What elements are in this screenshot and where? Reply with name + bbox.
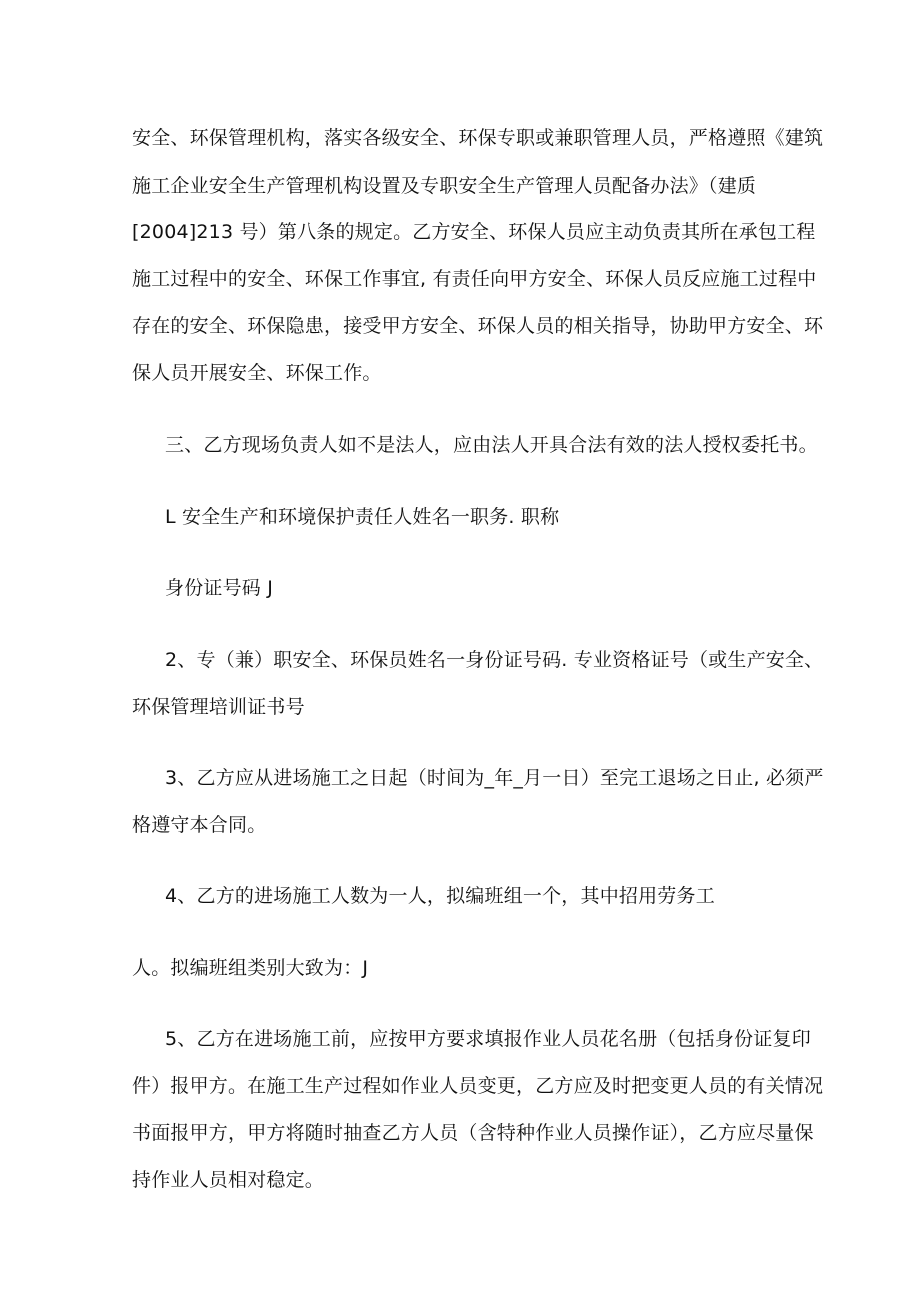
clause-3: 三、乙方现场负责人如不是法人，应由法人开具合法有效的法人授权委托书。 bbox=[165, 434, 818, 456]
paragraph-1-line-5: 存在的安全、环保隐患，接受甲方安全、环保人员的相关指导，协助甲方安全、环 bbox=[132, 315, 824, 337]
item-5-line-3: 书面报甲方，甲方将随时抽查乙方人员（含特种作业人员操作证），乙方应尽量保 bbox=[132, 1122, 814, 1144]
item-1: L 安全生产和环境保护责任人姓名一职务. 职称 bbox=[165, 506, 560, 528]
item-5-line-1: 5、乙方在进场施工前，应按甲方要求填报作业人员花名册（包括身份证复印 bbox=[165, 1028, 811, 1050]
paragraph-1-line-3: [2004]213 号）第八条的规定。乙方安全、环保人员应主动负责其所在承包工程 bbox=[132, 221, 816, 243]
id-number-label: 身份证号码 J bbox=[165, 577, 274, 599]
item-3-line-1: 3、乙方应从进场施工之日起（时间为_年_月一日）至完工退场之日止, 必须严 bbox=[165, 767, 824, 789]
item-4-line-1: 4、乙方的进场施工人数为一人，拟编班组一个，其中招用劳务工 bbox=[165, 885, 715, 907]
item-5-line-4: 持作业人员相对稳定。 bbox=[132, 1169, 325, 1191]
paragraph-1-line-4: 施工过程中的安全、环保工作事宜, 有责任向甲方安全、环保人员反应施工过程中 bbox=[132, 268, 817, 290]
paragraph-1-line-2: 施工企业安全生产管理机构设置及专职安全生产管理人员配备办法》（建质 bbox=[132, 175, 757, 197]
item-4-line-2: 人。拟编班组类别大致为：J bbox=[132, 957, 369, 979]
paragraph-1-line-6: 保人员开展安全、环保工作。 bbox=[132, 362, 382, 384]
item-2-line-2: 环保管理培训证书号 bbox=[132, 696, 305, 718]
item-5-line-2: 件）报甲方。在施工生产过程如作业人员变更，乙方应及时把变更人员的有关情况 bbox=[132, 1075, 824, 1097]
paragraph-1-line-1: 安全、环保管理机构，落实各级安全、环保专职或兼职管理人员，严格遵照《建筑 bbox=[132, 127, 824, 149]
item-3-line-2: 格遵守本合同。 bbox=[132, 814, 267, 836]
item-2-line-1: 2、专（兼）职安全、环保员姓名一身份证号码. 专业资格证号（或生产安全、 bbox=[165, 649, 824, 671]
